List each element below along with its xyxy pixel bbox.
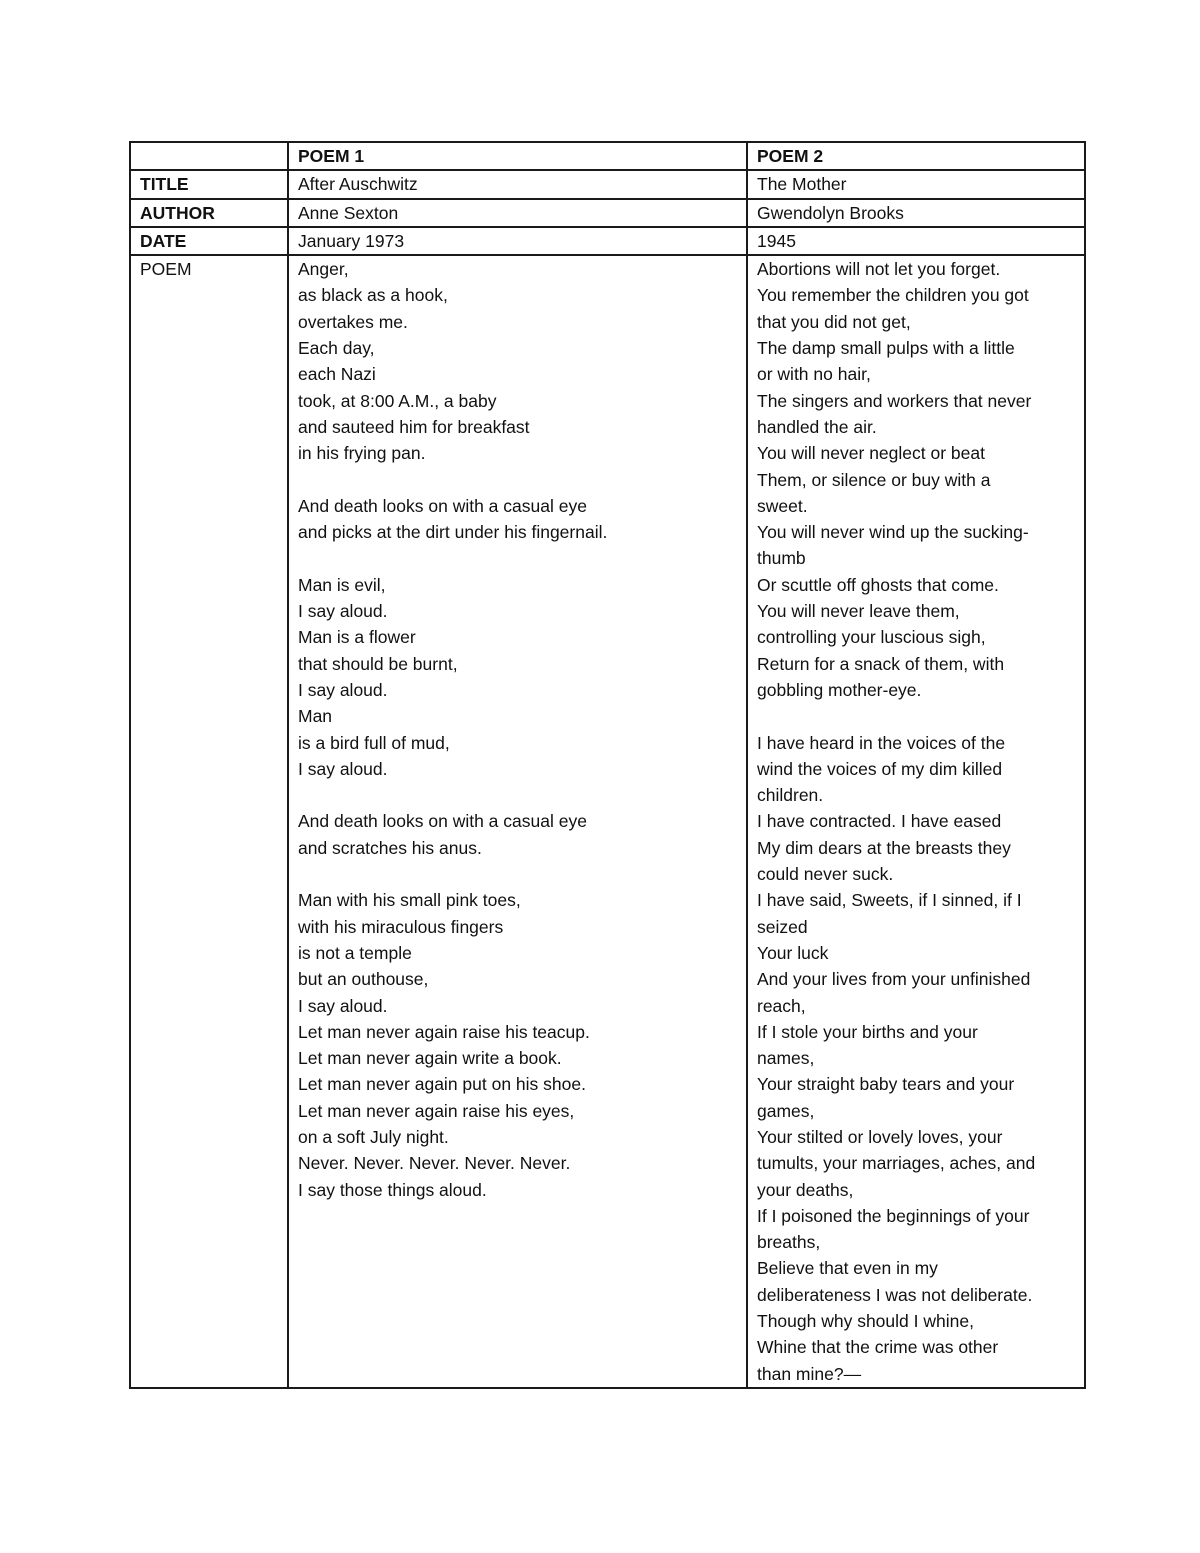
poem1-line: I say aloud. [298,995,388,1016]
author-label: AUTHOR [130,199,288,227]
poem1-line: in his frying pan. [298,443,426,464]
poem-label: POEM [130,255,288,1388]
poem1-line: Never. Never. Never. Never. Never. [298,1153,571,1174]
poem2-line: You will never neglect or beat [757,443,985,464]
poem1-stanza-break [298,467,746,493]
date-label: DATE [130,227,288,255]
poem2-line: controlling your luscious sigh, [757,627,986,648]
poem2-line: The singers and workers that never [757,390,1032,411]
poem2-line: Or scuttle off ghosts that come. [757,574,999,595]
poem2-line: Your luck [757,942,829,963]
poem2-line: tumults, your marriages, aches, and [757,1153,1036,1174]
poem2-line: Whine that the crime was other [757,1337,999,1358]
poem1-header: POEM 1 [288,142,747,170]
title-row [130,170,1085,198]
poem2-stanza-break [757,703,1084,729]
poem2-author: Gwendolyn Brooks [747,199,1085,227]
poem1-line: Let man never again raise his eyes, [298,1100,575,1121]
poem2-line: breaths, [757,1232,821,1253]
poem2-line: handled the air. [757,416,877,437]
poem1-line: And death looks on with a casual eye [298,811,587,832]
poem2-line: Them, or silence or buy with a [757,469,991,490]
corner-cell [130,142,288,170]
poem1-title: After Auschwitz [288,170,747,198]
author-row [130,199,1085,227]
poem1-line: And death looks on with a casual eye [298,495,587,516]
poem2-line: If I stole your births and your [757,1021,978,1042]
poem1-line: that should be burnt, [298,653,458,674]
poem2-text [747,255,1085,1388]
poem2-line: children. [757,785,824,806]
poem2-line: could never suck. [757,864,894,885]
poem1-line: overtakes me. [298,311,408,332]
poem1-line: as black as a hook, [298,285,448,306]
poem1-line: and picks at the dirt under his fingernail. [298,522,608,543]
poem2-line: that you did not get, [757,311,911,332]
poem1-line: Let man never again put on his shoe. [298,1074,586,1095]
poem1-line: each Nazi [298,364,376,385]
poem1-line: but an outhouse, [298,969,429,990]
poem2-line: You will never leave them, [757,601,960,622]
poem2-title: The Mother [747,170,1085,198]
date-row [130,227,1085,255]
poem2-line: I have said, Sweets, if I sinned, if I [757,890,1022,911]
poem1-line: Anger, [298,259,349,280]
poem2-line: Your stilted or lovely loves, your [757,1126,1003,1147]
poem1-line: and sauteed him for breakfast [298,416,530,437]
poem1-line: Each day, [298,338,375,359]
poem2-line: thumb [757,548,806,569]
poem2-line: wind the voices of my dim killed [757,758,1003,779]
poem1-line: Man is a flower [298,627,416,648]
poem1-line: I say aloud. [298,758,388,779]
poem2-line: Your straight baby tears and your [757,1074,1015,1095]
poem2-line: I have heard in the voices of the [757,732,1006,753]
poem1-author: Anne Sexton [288,199,747,227]
poem1-line: Man [298,706,333,727]
poem1-stanza-break [298,861,746,887]
poem2-line: reach, [757,995,806,1016]
header-row [130,142,1085,170]
poem1-line: is not a temple [298,942,412,963]
poem1-line: took, at 8:00 A.M., a baby [298,390,497,411]
poem2-date: 1945 [747,227,1085,255]
poem2-line: or with no hair, [757,364,871,385]
poem1-stanza-break [298,782,746,808]
title-label: TITLE [130,170,288,198]
poem1-line: I say aloud. [298,679,388,700]
poem1-line: with his miraculous fingers [298,916,504,937]
poem2-line: Return for a snack of them, with [757,653,1005,674]
poem2-line: your deaths, [757,1179,854,1200]
poem2-line: gobbling mother-eye. [757,679,922,700]
poem1-date: January 1973 [288,227,747,255]
poem1-line: I say those things aloud. [298,1179,487,1200]
poem1-line: Man is evil, [298,574,386,595]
poem1-line: on a soft July night. [298,1126,449,1147]
poem-comparison-table [129,141,1086,1389]
poem2-line: Abortions will not let you forget. [757,259,1001,280]
poem1-line: Man with his small pink toes, [298,890,521,911]
poem2-line: deliberateness I was not deliberate. [757,1284,1033,1305]
poem2-line: You will never wind up the sucking- [757,522,1029,543]
poem1-line: Let man never again raise his teacup. [298,1021,590,1042]
poem2-line: If I poisoned the beginnings of your [757,1205,1030,1226]
poem2-line: than mine?— [757,1363,862,1384]
poem2-header: POEM 2 [747,142,1085,170]
poem2-line: Believe that even in my [757,1258,938,1279]
poem2-line: games, [757,1100,815,1121]
poem1-line: I say aloud. [298,601,388,622]
poem1-stanza-break [298,545,746,571]
poem2-line: Though why should I whine, [757,1311,974,1332]
poem2-line: I have contracted. I have eased [757,811,1002,832]
poem1-line: Let man never again write a book. [298,1048,562,1069]
poem2-line: The damp small pulps with a little [757,338,1015,359]
poem2-line: You remember the children you got [757,285,1029,306]
poem-row [130,255,1085,1388]
poem1-line: and scratches his anus. [298,837,482,858]
poem2-line: sweet. [757,495,808,516]
poem1-text [288,255,747,1388]
poem1-line: is a bird full of mud, [298,732,450,753]
poem2-line: My dim dears at the breasts they [757,837,1011,858]
poem2-line: seized [757,916,808,937]
poem2-line: names, [757,1048,815,1069]
poem2-line: And your lives from your unfinished [757,969,1031,990]
